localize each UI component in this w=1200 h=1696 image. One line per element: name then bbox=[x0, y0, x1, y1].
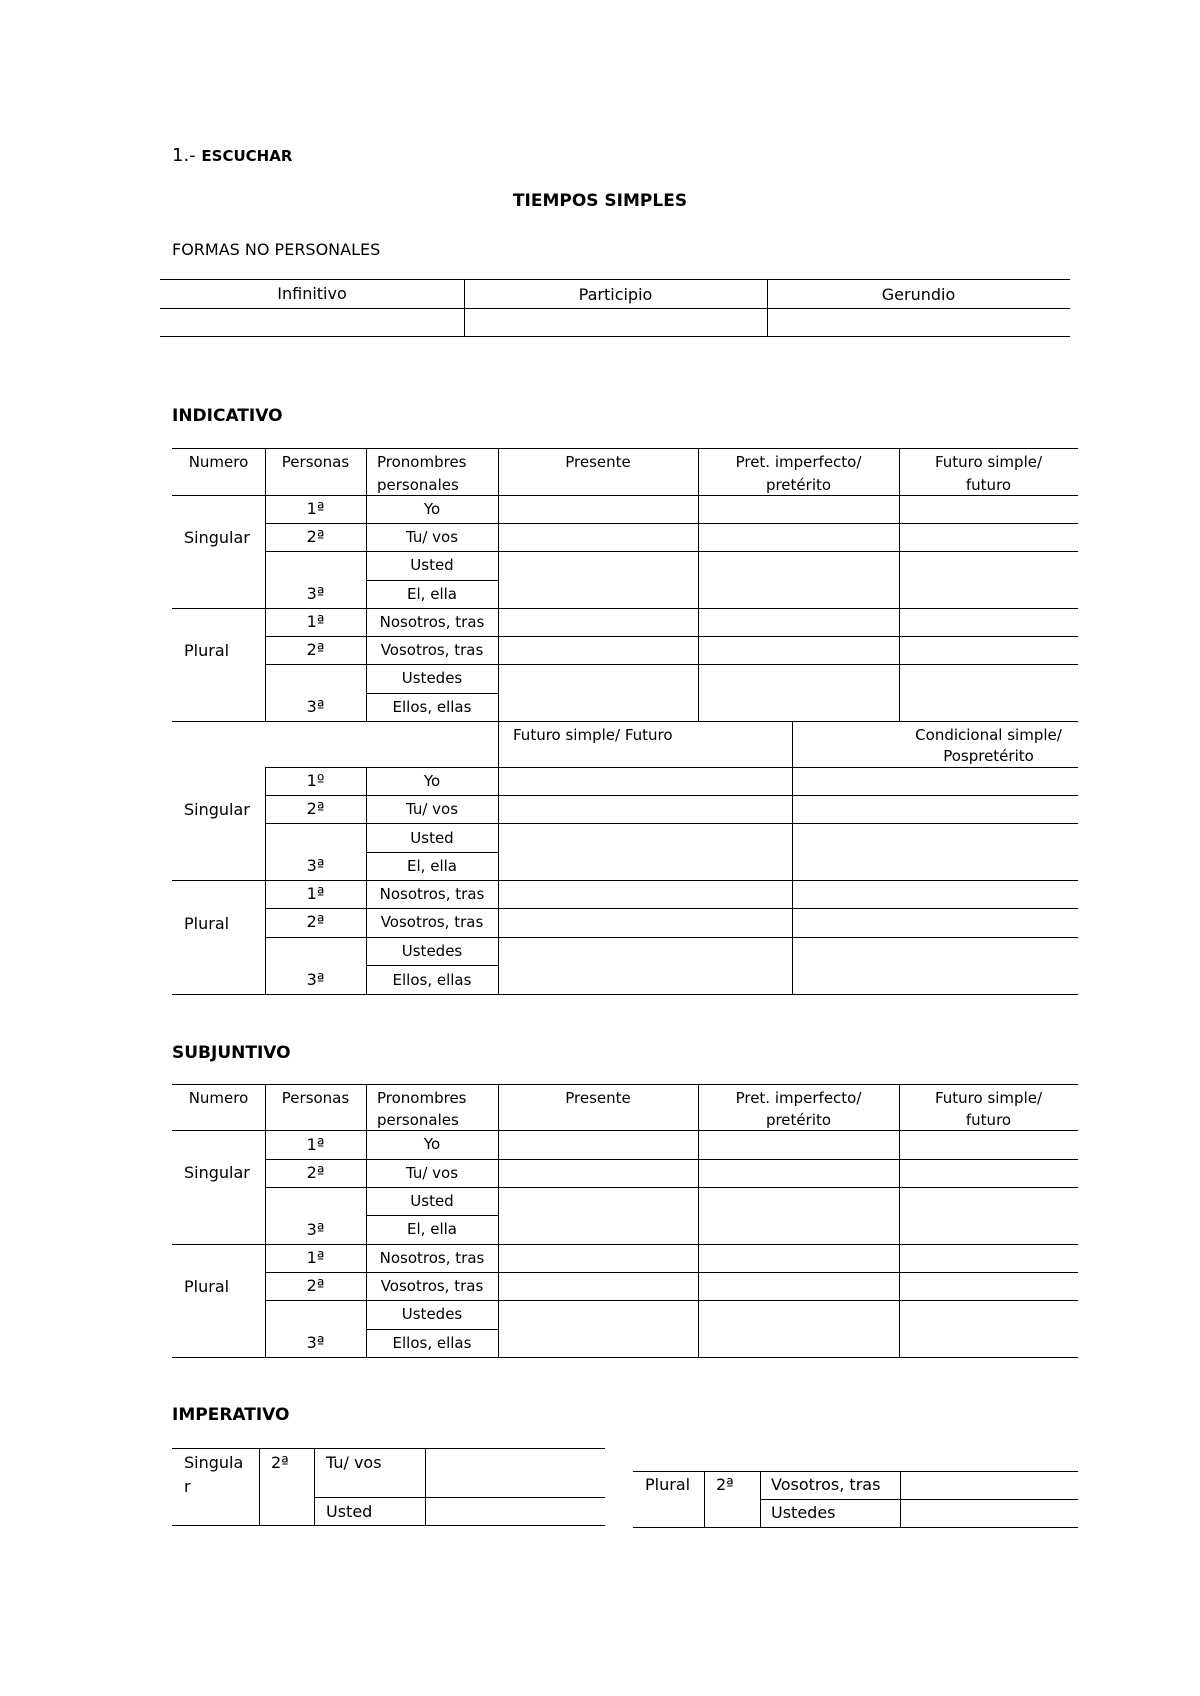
numero-header: Numero bbox=[188, 1089, 249, 1107]
pronoun-cell: Vosotros, tras bbox=[380, 641, 484, 659]
futuro-header-line1: Futuro simple/ bbox=[934, 453, 1043, 471]
pronoun-cell: Ellos, ellas bbox=[392, 971, 472, 989]
presente-header: Presente bbox=[565, 1089, 631, 1107]
personas-header: Personas bbox=[281, 453, 350, 471]
page-title: TIEMPOS SIMPLES bbox=[512, 191, 688, 211]
pronoun-cell: Usted bbox=[410, 1192, 454, 1210]
pronombres-header-line2: personales bbox=[377, 476, 459, 494]
pronoun-cell: Ellos, ellas bbox=[392, 1334, 472, 1352]
pret-imperfecto-header-line1: Pret. imperfecto/ bbox=[735, 453, 862, 471]
person-cell: 3ª bbox=[306, 584, 325, 603]
singular-label-line2: r bbox=[184, 1477, 191, 1496]
person-cell: 3ª bbox=[306, 1333, 325, 1352]
gerundio-header: Gerundio bbox=[881, 285, 956, 304]
exercise-heading bbox=[172, 146, 292, 166]
pronoun-cell: Usted bbox=[410, 829, 454, 847]
group-label: Plural bbox=[184, 641, 230, 660]
person-cell: 1ª bbox=[306, 1135, 325, 1154]
person-cell: 3ª bbox=[306, 1220, 325, 1239]
person-cell: 2ª bbox=[306, 912, 325, 931]
pronoun-cell: Vosotros, tras bbox=[771, 1475, 881, 1494]
person-cell: 3ª bbox=[306, 697, 325, 716]
person-cell: 1ª bbox=[306, 499, 325, 518]
pronoun-cell: Usted bbox=[410, 556, 454, 574]
singular-label-line1: Singula bbox=[184, 1453, 244, 1472]
pronoun-cell: Yo bbox=[423, 1135, 441, 1153]
person-cell: 2ª bbox=[716, 1475, 734, 1494]
exercise-number: 1.- bbox=[172, 145, 196, 166]
person-cell: 3ª bbox=[306, 856, 325, 875]
indicativo-title: INDICATIVO bbox=[172, 406, 283, 426]
pronoun-cell: Nosotros, tras bbox=[379, 885, 485, 903]
pronoun-cell: Vosotros, tras bbox=[380, 1277, 484, 1295]
pronoun-cell: Tu/ vos bbox=[405, 1164, 459, 1182]
pronoun-cell: Ustedes bbox=[401, 942, 463, 960]
person-cell: 1ª bbox=[306, 884, 325, 903]
futuro-header-line2: futuro bbox=[965, 1111, 1012, 1129]
person-cell: 1ª bbox=[306, 1248, 325, 1267]
pronoun-cell: Vosotros, tras bbox=[380, 913, 484, 931]
participio-header: Participio bbox=[578, 285, 653, 304]
person-cell: 1º bbox=[306, 771, 325, 790]
group-label: Singular bbox=[184, 1163, 250, 1182]
pronoun-cell: El, ella bbox=[407, 1220, 457, 1238]
pronoun-cell: Ustedes bbox=[401, 1305, 463, 1323]
pronoun-cell: Yo bbox=[423, 500, 441, 518]
group-label: Singular bbox=[184, 528, 250, 547]
personas-header: Personas bbox=[281, 1089, 350, 1107]
person-cell: 2ª bbox=[306, 527, 325, 546]
condicional-header-line2: Pospretérito bbox=[943, 747, 1034, 765]
presente-header: Presente bbox=[565, 453, 631, 471]
pronoun-cell: El, ella bbox=[407, 585, 457, 603]
pronoun-cell: Ustedes bbox=[401, 669, 463, 687]
person-cell: 2ª bbox=[271, 1453, 289, 1472]
pret-imperfecto-header-line1: Pret. imperfecto/ bbox=[735, 1089, 862, 1107]
pronombres-header-line2: personales bbox=[377, 1111, 459, 1129]
futuro-header-line2: futuro bbox=[965, 476, 1012, 494]
numero-header: Numero bbox=[188, 453, 249, 471]
person-cell: 1ª bbox=[306, 612, 325, 631]
plural-label: Plural bbox=[645, 1475, 691, 1494]
pronoun-cell: Nosotros, tras bbox=[379, 613, 485, 631]
group-label: Plural bbox=[184, 1277, 230, 1296]
futuro-simple-header: Futuro simple/ Futuro bbox=[513, 726, 673, 744]
person-cell: 2ª bbox=[306, 799, 325, 818]
pronoun-cell: Tu/ vos bbox=[405, 800, 459, 818]
person-cell: 2ª bbox=[306, 640, 325, 659]
pronoun-cell: Tu/ vos bbox=[326, 1453, 382, 1472]
pronombres-header-line1: Pronombres bbox=[377, 453, 467, 471]
pronoun-cell: Tu/ vos bbox=[405, 528, 459, 546]
pronoun-cell: Nosotros, tras bbox=[379, 1249, 485, 1267]
subjuntivo-title: SUBJUNTIVO bbox=[172, 1043, 291, 1063]
pronoun-cell: Usted bbox=[326, 1502, 373, 1521]
person-cell: 2ª bbox=[306, 1163, 325, 1182]
futuro-header-line1: Futuro simple/ bbox=[934, 1089, 1043, 1107]
person-cell: 2ª bbox=[306, 1276, 325, 1295]
person-cell: 3ª bbox=[306, 970, 325, 989]
pronoun-cell: Yo bbox=[423, 772, 441, 790]
condicional-header-line1: Condicional simple/ bbox=[915, 726, 1062, 744]
group-label: Plural bbox=[184, 914, 230, 933]
pronoun-cell: El, ella bbox=[407, 857, 457, 875]
pronombres-header-line1: Pronombres bbox=[377, 1089, 467, 1107]
pret-imperfecto-header-line2: pretérito bbox=[765, 476, 832, 494]
pret-imperfecto-header-line2: pretérito bbox=[765, 1111, 832, 1129]
group-label: Singular bbox=[184, 800, 250, 819]
pronoun-cell: Ellos, ellas bbox=[392, 698, 472, 716]
pronoun-cell: Ustedes bbox=[771, 1503, 836, 1522]
exercise-verb: ESCUCHAR bbox=[201, 147, 293, 165]
imperativo-title: IMPERATIVO bbox=[172, 1405, 290, 1425]
infinitivo-header: Infinitivo bbox=[277, 284, 347, 303]
no-personales-label: FORMAS NO PERSONALES bbox=[172, 240, 381, 259]
